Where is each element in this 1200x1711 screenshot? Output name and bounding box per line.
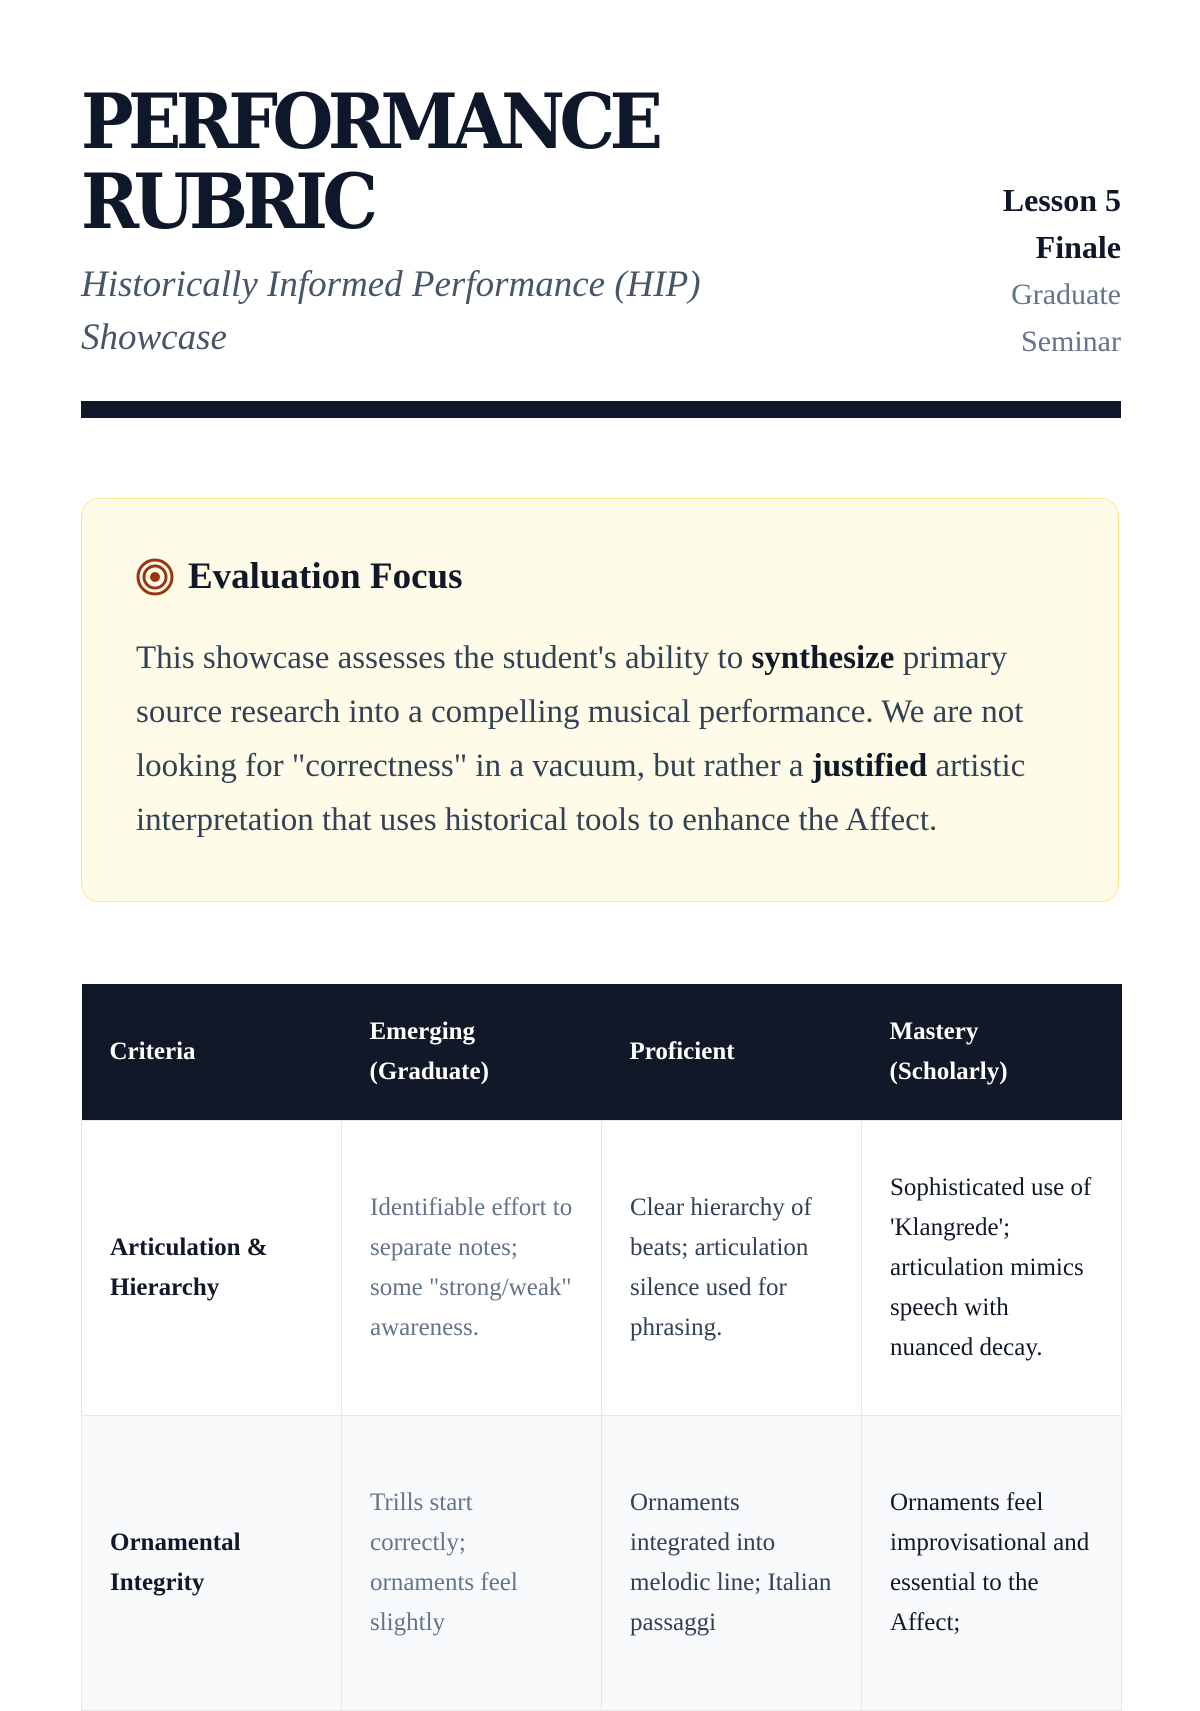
emerging-cell: Trills start correctly; ornaments feel slightly (342, 1416, 602, 1711)
page-title (81, 77, 725, 246)
lesson-info (921, 177, 1121, 365)
criteria-cell: Ornamental Integrity (82, 1416, 342, 1711)
page-header (81, 77, 1121, 358)
mastery-header: Mastery (Scholarly) (862, 984, 1122, 1121)
table-row (82, 1416, 1122, 1711)
proficient-header: Proficient (602, 984, 862, 1121)
evaluation-focus-card (81, 498, 1119, 902)
performance-rubric-table (81, 984, 1122, 1711)
evaluation-focus-text: This showcase assesses the student's ability to synthesize primary source research into a compelling musical performance. We are not looking for "correctness" in a vacuum, but rather a justified artistic interpretation that uses historical tools to enhance the Affect. (136, 640, 1026, 838)
page-subtitle: Historically Informed Performance (HIP) Showcase (81, 264, 701, 358)
mastery-cell: Ornaments feel improvisational and essential to the Affect; (862, 1416, 1122, 1711)
table-row (82, 1121, 1122, 1416)
synthesize-emphasis: synthesize (751, 640, 895, 676)
emerging-cell: Identifiable effort to separate notes; some "strong/weak" awareness. (342, 1121, 602, 1416)
table-header-row (82, 984, 1122, 1121)
evaluation-focus-title: Evaluation Focus (188, 556, 463, 597)
mastery-cell: Sophisticated use of 'Klangrede'; articulation mimics speech with nuanced decay. (862, 1121, 1122, 1416)
lesson-title: Finale (1035, 229, 1121, 265)
justified-emphasis: justified (811, 748, 928, 784)
evaluation-focus-heading (136, 555, 462, 598)
criteria-cell: Articulation & Hierarchy (82, 1121, 342, 1416)
title-line-1: PERFORMANCE (81, 77, 658, 166)
proficient-cell: Clear hierarchy of beats; articulation silence used for phrasing. (602, 1121, 862, 1416)
emerging-header: Emerging (Graduate) (342, 984, 602, 1121)
target-icon (136, 558, 174, 596)
lesson-number: Lesson 5 (1002, 182, 1121, 218)
course-level-2: Seminar (1021, 325, 1121, 358)
proficient-cell: Ornaments integrated into melodic line; Italian passaggi (602, 1416, 862, 1711)
title-line-2: RUBRIC (81, 157, 373, 246)
criteria-header: Criteria (82, 984, 342, 1121)
header-divider (81, 401, 1121, 418)
course-level-1: Graduate (1011, 278, 1121, 311)
